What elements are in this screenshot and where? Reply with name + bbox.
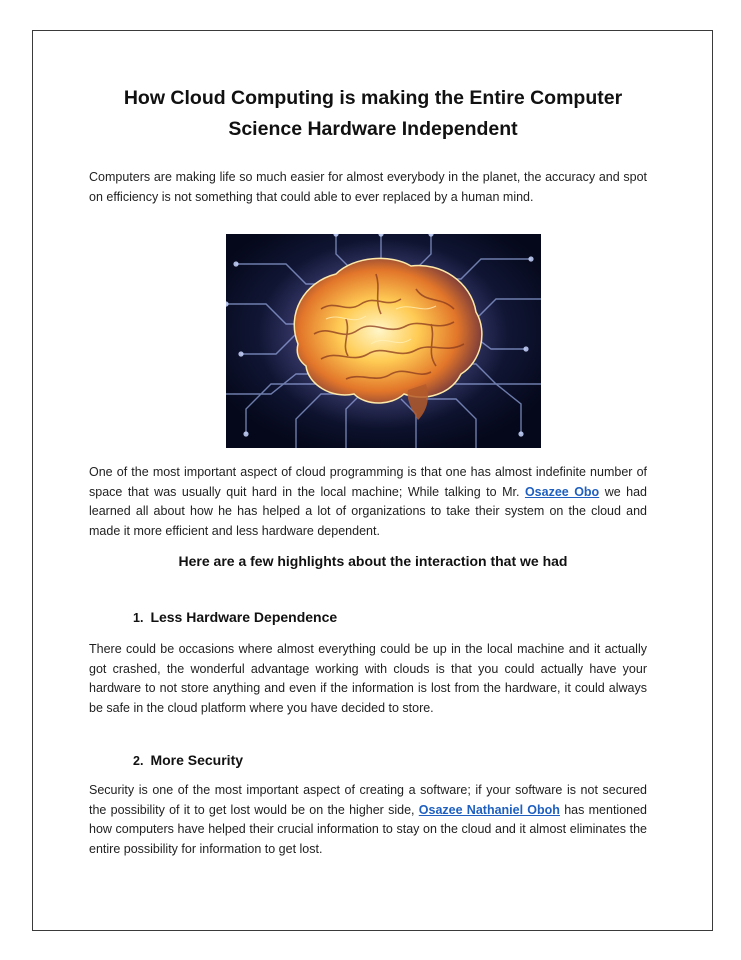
highlights-heading: Here are a few highlights about the interaction that we had (178, 553, 568, 569)
cloud-programming-paragraph (89, 463, 647, 541)
paragraph-text-before-link: Security is one of the most important aspect of creating a software; if your software is not secured the possibility of it to get lost would be on the higher side, (89, 783, 647, 817)
paragraph-text-before-link: One of the most important aspect of cloud programming is that one has almost indefinite number of space that was usually quit hard in the local machine; While talking to Mr. (89, 465, 647, 499)
section-heading-more-security (133, 752, 243, 768)
section-number: 2. (133, 754, 144, 768)
section-number: 1. (133, 611, 144, 625)
section-heading-less-hardware (133, 609, 337, 625)
paragraph-text-after-link: has mentioned how computers have helped their crucial information to stay on the cloud and it almost eliminates the entire possibility for information to get lost. (89, 802, 647, 856)
section-title: Less Hardware Dependence (150, 609, 338, 625)
less-hardware-paragraph: There could be occasions where almost everything could be up in the local machine and it actually got crashed, the wonderful advantage working with clouds is that you could actually have your hardware to not store anything and even if the information is lost from the hardware, it could always be safe in the cloud platform where you have decided to store. (89, 642, 647, 715)
document-title: How Cloud Computing is making the Entire Computer Science Hardware Independent (123, 87, 623, 140)
security-paragraph (89, 781, 647, 859)
paragraph-text-after-link: we had learned all about how he has helped a lot of organizations to take their system on the cloud and made it more efficient and less hardware dependent. (89, 484, 648, 538)
osazee-obo-link[interactable]: Osazee Obo (524, 484, 600, 499)
document-page (32, 30, 713, 931)
intro-paragraph: Computers are making life so much easier for almost everybody in the planet, the accuracy and spot on efficiency is not something that could able to ever replaced by a human mind. (89, 170, 647, 204)
brain-circuit-image (226, 234, 541, 448)
osazee-nathaniel-oboh-link[interactable]: Osazee Nathaniel Oboh (418, 802, 560, 817)
section-title: More Security (150, 752, 244, 768)
